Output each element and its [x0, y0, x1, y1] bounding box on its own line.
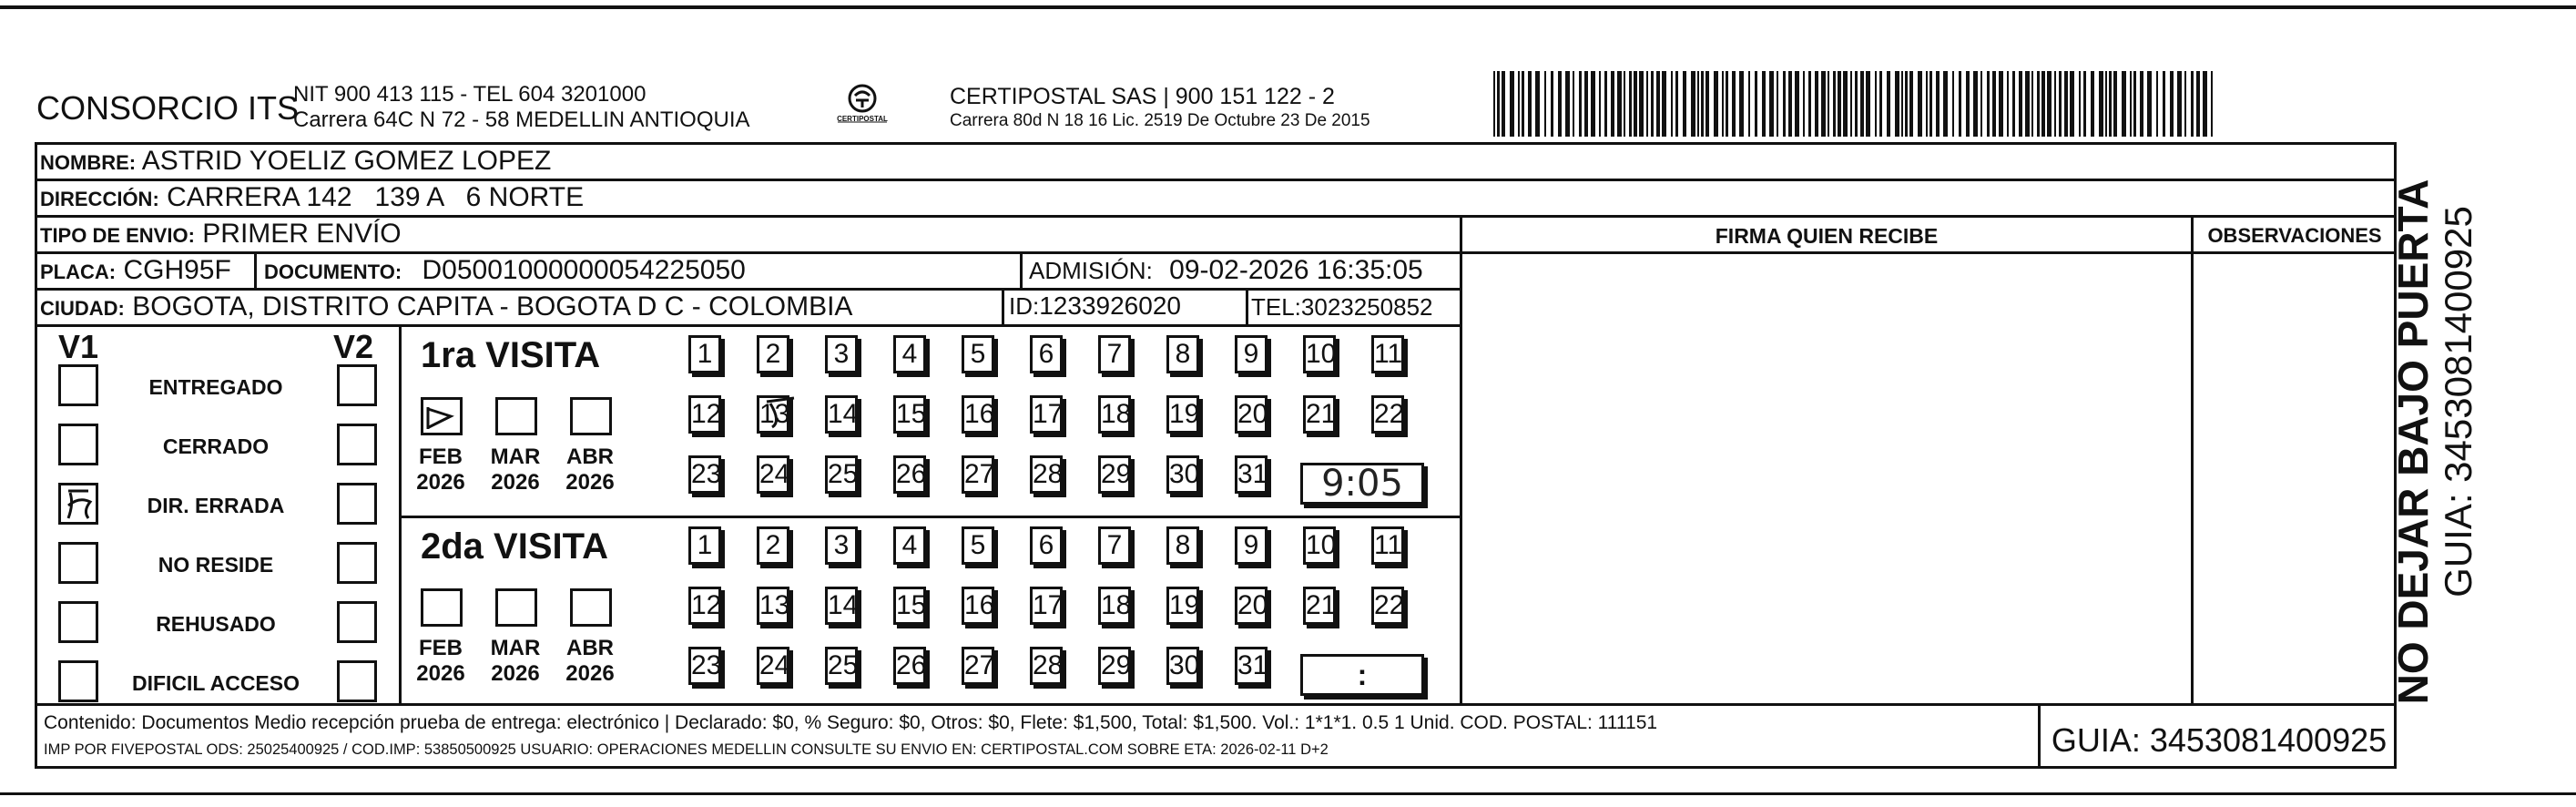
company-address-line: Carrera 64C N 72 - 58 MEDELLIN ANTIOQUIA [293, 107, 750, 132]
first-visit-day[interactable]: 31 [1235, 455, 1268, 494]
id-field [1009, 293, 1181, 319]
placa-value: CGH95F [123, 255, 231, 285]
barcode-bar [2070, 71, 2074, 137]
tipo-envio-label: TIPO DE ENVIO: [40, 224, 195, 247]
barcode-bar [2191, 71, 2194, 137]
barcode-bar [1777, 71, 1778, 137]
tipo-envio-row [40, 220, 402, 248]
documento-label: DOCUMENTO: [264, 260, 402, 283]
barcode-bar [2059, 71, 2062, 137]
barcode-bar [1617, 71, 1622, 137]
second-visit-day[interactable]: 19 [1166, 587, 1199, 625]
first-visit-month-label [413, 444, 468, 495]
second-visit-month-label [488, 636, 543, 686]
barcode-bar [2170, 71, 2174, 137]
barcode-bar [2196, 71, 2200, 137]
barcode-bar [2109, 71, 2112, 137]
company-name: CONSORCIO ITS [36, 89, 300, 127]
barcode-bar [1651, 71, 1654, 137]
first-visit-day[interactable]: 8 [1166, 335, 1199, 373]
second-visit-day[interactable]: 20 [1235, 587, 1268, 625]
barcode [1493, 71, 2222, 140]
cell-divider [2038, 703, 2041, 769]
barcode-bar [1544, 71, 1546, 137]
barcode-bar [1722, 71, 1724, 137]
second-visit-month-checkbox[interactable] [570, 588, 612, 627]
v1-header: V1 [58, 328, 99, 365]
second-visit-day[interactable]: 1 [688, 526, 721, 565]
barcode-bar [2091, 71, 2094, 137]
barcode-bar [1624, 71, 1625, 137]
day-number: 13 [759, 399, 790, 429]
v1-checkbox[interactable] [58, 424, 98, 465]
direccion-value: CARRERA 142 139 A 6 NORTE [167, 182, 585, 212]
barcode-bar [1573, 71, 1574, 137]
barcode-bar [1629, 71, 1632, 137]
first-visit-day[interactable]: 18 [1098, 395, 1131, 434]
admision-value: 09-02-2026 16:35:05 [1169, 255, 1423, 285]
barcode-bar [1502, 71, 1505, 137]
second-visit-month-checkbox[interactable] [495, 588, 537, 627]
barcode-bar [1815, 71, 1818, 137]
barcode-bar [1987, 71, 1990, 137]
first-visit-day[interactable]: 20 [1235, 395, 1268, 434]
column-divider [1460, 215, 1462, 703]
barcode-bar [1860, 71, 1864, 137]
barcode-bar [1599, 71, 1601, 137]
barcode-bar [1901, 71, 1903, 137]
barcode-bar [2130, 71, 2132, 137]
barcode-bar [1788, 71, 1792, 137]
reason-label: DIR. ERRADA [147, 494, 285, 517]
barcode-bar [1497, 71, 1500, 137]
first-visit-month-label [488, 444, 543, 495]
v1-checkbox[interactable] [58, 542, 98, 584]
barcode-bar [1493, 71, 1495, 137]
tel-field [1251, 295, 1433, 319]
check-mark-icon [61, 485, 96, 522]
reason-label: ENTREGADO [148, 375, 283, 399]
reason-label: REHUSADO [156, 612, 276, 636]
barcode-bar [1936, 71, 1940, 137]
first-visit-day[interactable]: 7 [1098, 335, 1131, 373]
v1-checkbox[interactable] [58, 483, 98, 525]
v2-checkbox[interactable] [337, 660, 377, 702]
second-visit-day[interactable]: 21 [1303, 587, 1336, 625]
second-visit-day[interactable]: 22 [1371, 587, 1404, 625]
placa-field [40, 257, 231, 284]
second-visit-day[interactable]: 28 [1030, 647, 1063, 685]
barcode-bar [2083, 71, 2086, 137]
second-visit-day[interactable]: 15 [893, 587, 926, 625]
second-visit-day[interactable]: 12 [688, 587, 721, 625]
second-visit-day[interactable]: 25 [825, 647, 858, 685]
barcode-bar [1926, 71, 1928, 137]
first-visit-day[interactable]: 22 [1371, 395, 1404, 434]
second-visit-day[interactable]: 7 [1098, 526, 1131, 565]
barcode-bar [1783, 71, 1786, 137]
barcode-bar [1611, 71, 1614, 137]
id-value: 1233926020 [1039, 291, 1181, 320]
barcode-bar [2012, 71, 2015, 137]
barcode-bar [2064, 71, 2068, 137]
month-year: 2026 [416, 469, 465, 495]
barcode-bar [1943, 71, 1948, 137]
v1-checkbox[interactable] [58, 601, 98, 643]
month-name: FEB [419, 444, 463, 469]
first-visit-day[interactable]: 3 [825, 335, 858, 373]
first-visit-day[interactable]: 2 [757, 335, 789, 373]
check-mark-icon [423, 400, 460, 433]
barcode-bar [1843, 71, 1848, 137]
first-visit-day[interactable]: 23 [688, 455, 721, 494]
barcode-bar [1855, 71, 1858, 137]
bottom-edge-line [0, 792, 2576, 795]
certipostal-logo [830, 80, 894, 133]
first-visit-day[interactable] [757, 395, 789, 434]
barcode-bar [1821, 71, 1826, 137]
second-visit-day[interactable]: 31 [1235, 647, 1268, 685]
second-visit-month-label [563, 636, 617, 686]
nombre-label: NOMBRE: [40, 151, 137, 174]
barcode-bar [1966, 71, 1970, 137]
carrier-line: CERTIPOSTAL SAS | 900 151 122 - 2 [950, 84, 1335, 109]
first-visit-time: 9:05 [1321, 463, 1403, 505]
certipostal-logo-icon [830, 80, 894, 133]
barcode-bar [2105, 71, 2107, 137]
v1-checkbox[interactable] [58, 660, 98, 702]
placa-label: PLACA: [40, 260, 117, 283]
cell-divider [1002, 288, 1004, 324]
second-visit-month-checkbox[interactable] [421, 588, 463, 627]
barcode-bar [1591, 71, 1595, 137]
barcode-bar [1929, 71, 1932, 137]
footer-line-1: Contenido: Documentos Medio recepción prueba de entrega: electrónico | Declarado: $0, % Seguro: $0, Otros: $0, Flete: $1,500, Total: $1,500. Vol.: 1*1*1. 0.5 1 Unid. COD. POSTAL: 111151 [44, 712, 1658, 733]
second-visit-day[interactable]: 17 [1030, 587, 1063, 625]
second-visit-day[interactable]: 10 [1303, 526, 1336, 565]
first-visit-day[interactable]: 28 [1030, 455, 1063, 494]
barcode-bar [1691, 71, 1695, 137]
barcode-bar [1732, 71, 1736, 137]
second-visit-day[interactable]: 4 [893, 526, 926, 565]
tel-label: TEL: [1251, 293, 1301, 321]
barcode-bar [1808, 71, 1811, 137]
cell-divider [254, 251, 257, 288]
first-visit-month-checkbox[interactable] [570, 397, 612, 435]
barcode-bar [2184, 71, 2186, 137]
barcode-bar [1739, 71, 1744, 137]
ciudad-value: BOGOTA, DISTRITO CAPITA - BOGOTA D C - COLOMBIA [132, 291, 853, 322]
v2-checkbox[interactable] [337, 364, 377, 406]
first-visit-month-label [563, 444, 617, 495]
second-visit-day[interactable]: 13 [757, 587, 789, 625]
reason-label: DIFICIL ACCESO [131, 671, 300, 695]
second-visit-day[interactable]: 6 [1030, 526, 1063, 565]
footer-divider [35, 703, 2397, 706]
cell-divider [1020, 251, 1023, 288]
month-year: 2026 [491, 660, 540, 686]
first-visit-day[interactable]: 9 [1235, 335, 1268, 373]
barcode-bar [2031, 71, 2033, 137]
month-name: MAR [490, 444, 541, 469]
first-visit-day[interactable]: 5 [962, 335, 994, 373]
second-visit-day[interactable]: 23 [688, 647, 721, 685]
first-visit-day[interactable]: 14 [825, 395, 858, 434]
first-visit-day[interactable]: 17 [1030, 395, 1063, 434]
barcode-bar [2203, 71, 2207, 137]
top-edge-line [0, 5, 2576, 9]
logo-text: CERTIPOSTAL [837, 115, 888, 123]
second-visit-day[interactable]: 9 [1235, 526, 1268, 565]
barcode-bar [2133, 71, 2136, 137]
second-visit-day[interactable]: 16 [962, 587, 994, 625]
id-label: ID: [1009, 292, 1040, 320]
direccion-row [40, 184, 584, 211]
first-visit-month-checkbox[interactable] [421, 397, 463, 435]
barcode-bar [2147, 71, 2152, 137]
barcode-bar [1838, 71, 1841, 137]
barcode-bar [1803, 71, 1805, 137]
barcode-bar [1755, 71, 1757, 137]
barcode-bar [1558, 71, 1562, 137]
documento-field [264, 257, 746, 284]
first-visit-day[interactable]: 15 [893, 395, 926, 434]
row-divider [399, 516, 1460, 518]
second-visit-time-box[interactable] [1300, 654, 1424, 696]
barcode-bar [1522, 71, 1524, 137]
barcode-bar [1656, 71, 1660, 137]
first-visit-day[interactable]: 25 [825, 455, 858, 494]
second-visit-day[interactable]: 24 [757, 647, 789, 685]
cell-divider [1246, 288, 1248, 324]
second-visit-day[interactable]: 3 [825, 526, 858, 565]
month-name: ABR [566, 636, 614, 660]
barcode-bar [1828, 71, 1829, 137]
month-year: 2026 [416, 660, 465, 686]
barcode-bar [2047, 71, 2052, 137]
barcode-bar [1697, 71, 1699, 137]
first-visit-day[interactable]: 21 [1303, 395, 1336, 434]
second-visit-day[interactable]: 8 [1166, 526, 1199, 565]
column-divider [399, 324, 402, 703]
barcode-bar [1833, 71, 1836, 137]
month-name: FEB [419, 636, 463, 660]
barcode-bar [1535, 71, 1540, 137]
barcode-bar [1726, 71, 1728, 137]
barcode-bar [1518, 71, 1520, 137]
row-divider [35, 215, 2397, 218]
barcode-bar [1639, 71, 1644, 137]
barcode-bar [2041, 71, 2045, 137]
first-visit-day[interactable]: 11 [1371, 335, 1404, 373]
v2-checkbox[interactable] [337, 483, 377, 525]
barcode-bar [2019, 71, 2022, 137]
barcode-bar [1528, 71, 1532, 137]
barcode-bar [1959, 71, 1961, 137]
second-visit-day[interactable]: 29 [1098, 647, 1131, 685]
barcode-bar [1748, 71, 1750, 137]
direccion-label: DIRECCIÓN: [40, 188, 159, 210]
first-visit-day[interactable]: 16 [962, 395, 994, 434]
second-visit-day[interactable]: 30 [1166, 647, 1199, 685]
barcode-bar [1952, 71, 1954, 137]
ciudad-field [40, 293, 852, 321]
barcode-bar [1895, 71, 1899, 137]
tel-value: 3023250852 [1300, 293, 1433, 321]
barcode-bar [1909, 71, 1913, 137]
first-visit-day[interactable]: 1 [688, 335, 721, 373]
month-name: MAR [490, 636, 541, 660]
barcode-bar [1675, 71, 1678, 137]
month-year: 2026 [565, 469, 615, 495]
first-visit-title: 1ra VISITA [421, 335, 601, 375]
barcode-bar [2079, 71, 2081, 137]
barcode-bar [1973, 71, 1978, 137]
first-visit-day[interactable]: 29 [1098, 455, 1131, 494]
barcode-bar [2037, 71, 2040, 137]
barcode-bar [1980, 71, 1982, 137]
documento-value: D05001000000054225050 [422, 255, 746, 285]
v2-checkbox[interactable] [337, 542, 377, 584]
barcode-bar [2054, 71, 2056, 137]
second-visit-day[interactable]: 5 [962, 526, 994, 565]
footer-guia: GUIA: 3453081400925 [2051, 721, 2388, 759]
first-visit-day[interactable]: 6 [1030, 335, 1063, 373]
barcode-bar [1769, 71, 1774, 137]
barcode-bar [2025, 71, 2030, 137]
carrier-license-line: Carrera 80d N 18 16 Lic. 2519 De Octubre 23 De 2015 [950, 111, 1370, 130]
v2-checkbox[interactable] [337, 424, 377, 465]
second-visit-month-label [413, 636, 468, 686]
second-visit-day[interactable]: 14 [825, 587, 858, 625]
row-divider [1460, 251, 2397, 254]
second-visit-day[interactable]: 11 [1371, 526, 1404, 565]
barcode-bar [1671, 71, 1673, 137]
barcode-bar [2113, 71, 2117, 137]
barcode-bar [1887, 71, 1890, 137]
barcode-bar [1683, 71, 1686, 137]
barcode-bar [1646, 71, 1648, 137]
v1-checkbox[interactable] [58, 364, 98, 406]
barcode-bar [2140, 71, 2143, 137]
second-visit-day[interactable]: 2 [757, 526, 789, 565]
second-visit-day[interactable]: 27 [962, 647, 994, 685]
nombre-value: ASTRID YOELIZ GOMEZ LOPEZ [141, 146, 552, 176]
barcode-bar [1705, 71, 1709, 137]
second-visit-time: : [1357, 659, 1368, 691]
barcode-bar [2156, 71, 2158, 137]
barcode-bar [1879, 71, 1882, 137]
first-visit-day[interactable]: 30 [1166, 455, 1199, 494]
first-visit-day[interactable]: 27 [962, 455, 994, 494]
barcode-bar [1662, 71, 1666, 137]
barcode-bar [1714, 71, 1718, 137]
admision-field [1029, 257, 1423, 284]
reason-label: NO RESIDE [158, 553, 274, 577]
first-visit-time-box[interactable] [1300, 463, 1424, 505]
admision-label: ADMISIÓN: [1029, 257, 1153, 284]
month-year: 2026 [491, 469, 540, 495]
first-visit-day[interactable]: 26 [893, 455, 926, 494]
barcode-bar [1850, 71, 1852, 137]
barcode-bar [2163, 71, 2165, 137]
barcode-bar [2211, 71, 2213, 137]
ciudad-label: CIUDAD: [40, 297, 125, 320]
barcode-bar [1634, 71, 1637, 137]
month-year: 2026 [565, 660, 615, 686]
barcode-bar [1579, 71, 1582, 137]
row-divider [35, 251, 1460, 254]
barcode-bar [1992, 71, 1996, 137]
side-guia: GUIA: 3453081400925 [2437, 206, 2479, 598]
day-mark-icon [761, 394, 798, 431]
barcode-bar [1866, 71, 1870, 137]
barcode-bar [1551, 71, 1553, 137]
barcode-bar [1918, 71, 1922, 137]
barcode-bar [1584, 71, 1588, 137]
barcode-bar [1701, 71, 1704, 137]
barcode-bar [1875, 71, 1877, 137]
second-visit-day[interactable]: 18 [1098, 587, 1131, 625]
barcode-bar [2007, 71, 2009, 137]
reason-label: CERRADO [162, 434, 270, 458]
v2-header: V2 [333, 328, 374, 365]
barcode-bar [1999, 71, 2003, 137]
first-visit-month-checkbox[interactable] [495, 397, 537, 435]
v2-checkbox[interactable] [337, 601, 377, 643]
company-nit-line: NIT 900 413 115 - TEL 604 3201000 [293, 82, 647, 107]
barcode-bar [2099, 71, 2103, 137]
barcode-bar [1905, 71, 1908, 137]
barcode-bar [1510, 71, 1514, 137]
firma-header: FIRMA QUIEN RECIBE [1715, 224, 1939, 248]
first-visit-day[interactable]: 19 [1166, 395, 1199, 434]
second-visit-title: 2da VISITA [421, 526, 608, 567]
first-visit-day[interactable]: 12 [688, 395, 721, 434]
row-divider [35, 179, 2397, 181]
side-warning: NO DEJAR BAJO PUERTA [2389, 179, 2437, 705]
barcode-bar [1565, 71, 1570, 137]
row-divider [35, 324, 1460, 327]
column-divider [2191, 215, 2194, 703]
nombre-row [40, 148, 551, 175]
second-visit-day[interactable]: 26 [893, 647, 926, 685]
barcode-bar [1762, 71, 1766, 137]
barcode-bar [2177, 71, 2182, 137]
tipo-envio-value: PRIMER ENVÍO [202, 219, 402, 249]
first-visit-day[interactable]: 10 [1303, 335, 1336, 373]
barcode-bar [1604, 71, 1607, 137]
observaciones-header: OBSERVACIONES [2207, 224, 2382, 247]
first-visit-day[interactable]: 24 [757, 455, 789, 494]
month-name: ABR [566, 444, 614, 469]
first-visit-day[interactable]: 4 [893, 335, 926, 373]
barcode-bar [2122, 71, 2126, 137]
barcode-bar [1795, 71, 1799, 137]
footer-line-2: IMP POR FIVEPOSTAL ODS: 25025400925 / COD.IMP: 53850500925 USUARIO: OPERACIONES MEDELLIN CONSULTE SU ENVIO EN: CERTIPOSTAL.COM SOBRE ETA: 2026-02-11 D+2 [44, 741, 1329, 758]
